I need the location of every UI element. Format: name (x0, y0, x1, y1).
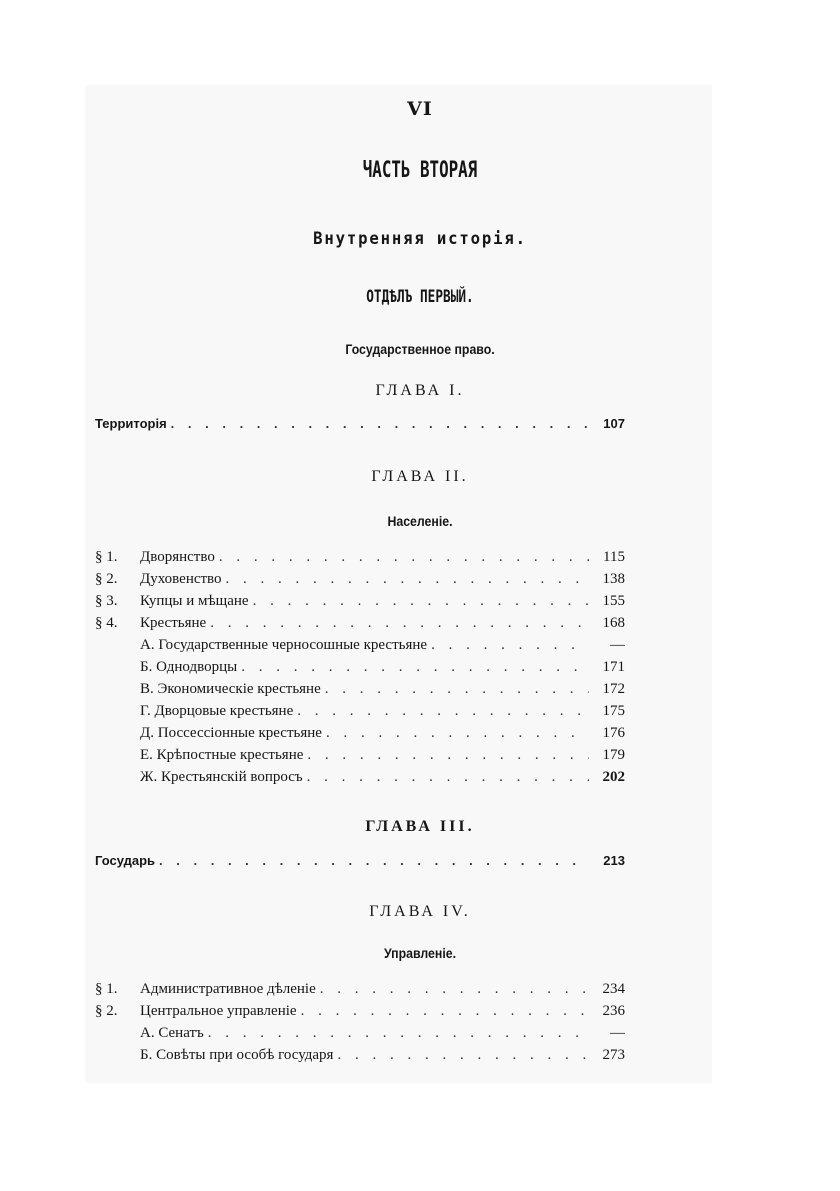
part-subtitle: Внутренняя исторія. (313, 229, 527, 249)
dot-leader (208, 1025, 589, 1042)
toc-entry-page: 155 (602, 593, 625, 609)
toc-entry[interactable] (140, 769, 625, 789)
chapter-4-subtitle: Управленіе. (383, 945, 457, 961)
toc-entry-page: 273 (602, 1047, 625, 1063)
toc-entry-label: А. Сенатъ (140, 1025, 204, 1041)
toc-entry-label: Купцы и мѣщане (140, 593, 249, 609)
toc-entry-label: Административное дѣленіе (140, 981, 316, 997)
toc-entry[interactable] (140, 659, 625, 679)
toc-entry-page: 168 (602, 615, 625, 631)
dot-leader (320, 981, 589, 998)
toc-entry-page: 107 (603, 416, 625, 431)
toc-entry[interactable] (95, 549, 625, 569)
toc-entry-page: 138 (602, 571, 625, 587)
toc-entry[interactable] (140, 637, 625, 657)
dot-leader (171, 416, 589, 431)
toc-entry[interactable] (95, 416, 625, 436)
toc-entry-label: В. Экономическіе крестьяне (140, 681, 321, 697)
toc-entry-page: 234 (602, 981, 625, 997)
toc-entry-label: Б. Совѣты при особѣ государя (140, 1047, 334, 1063)
toc-entry[interactable] (95, 593, 625, 613)
toc-entry-label: Дворянство (140, 549, 215, 565)
toc-entry[interactable] (140, 747, 625, 767)
toc-entry-page: 213 (603, 853, 625, 868)
dot-leader (431, 637, 589, 654)
dot-leader (226, 571, 589, 588)
toc-entry[interactable] (140, 725, 625, 745)
toc-entry-label: Духовенство (140, 571, 222, 587)
toc-entry-page: 176 (602, 725, 625, 741)
part-title: ЧАСТЬ ВТОРАЯ (362, 158, 478, 183)
dot-leader (253, 593, 589, 610)
toc-entry[interactable] (95, 615, 625, 635)
toc-entry-page: 202 (602, 769, 625, 785)
dot-leader (301, 1003, 589, 1020)
chapter-2-heading: ГЛАВА II. (371, 468, 469, 485)
dot-leader (307, 769, 589, 786)
chapter-4-heading: ГЛАВА IV. (369, 903, 471, 920)
toc-entry[interactable] (140, 1047, 625, 1067)
chapter-1-heading: ГЛАВА I. (375, 382, 465, 399)
toc-entry-page: 171 (602, 659, 625, 675)
division-title: ОТДѢЛЪ ПЕРВЫЙ. (366, 287, 474, 307)
toc-entry-number: § 2. (95, 571, 118, 587)
chapter-3-heading: ГЛАВА III. (365, 818, 475, 835)
dot-leader (307, 747, 589, 764)
toc-entry-label: Е. Крѣпостные крестьяне (140, 747, 304, 763)
page-number: VI (407, 98, 433, 120)
dot-leader (325, 681, 589, 698)
toc-entry[interactable] (95, 981, 625, 1001)
toc-entry-page: — (610, 637, 625, 653)
toc-entry-number: § 2. (95, 1003, 118, 1019)
toc-entry[interactable] (140, 681, 625, 701)
toc-entry-number: § 1. (95, 981, 118, 997)
toc-entry-page: 236 (602, 1003, 625, 1019)
dot-leader (219, 549, 589, 566)
toc-entry[interactable] (140, 1025, 625, 1045)
dot-leader (326, 725, 589, 742)
toc-entry-number: § 1. (95, 549, 118, 565)
toc-entry-label: Территорія (95, 416, 167, 431)
toc-entry-page: 172 (602, 681, 625, 697)
dot-leader (210, 615, 589, 632)
toc-entry[interactable] (95, 571, 625, 591)
dot-leader (337, 1047, 589, 1064)
toc-entry-label: Крестьяне (140, 615, 207, 631)
toc-entry-number: § 3. (95, 593, 118, 609)
toc-entry-label: Государь (95, 853, 156, 868)
toc-entry-label: А. Государственные черносошные крестьяне (140, 637, 428, 653)
toc-entry-label: Д. Поссессіонные крестьяне (140, 725, 322, 741)
toc-entry-label: Ж. Крестьянскій вопросъ (140, 769, 303, 785)
dot-leader (297, 703, 589, 720)
chapter-2-subtitle: Населеніе. (387, 513, 453, 529)
toc-entry-page: 175 (602, 703, 625, 719)
toc-entry-page: 179 (602, 747, 625, 763)
toc-entry-page: 115 (603, 549, 625, 565)
toc-entry-number: § 4. (95, 615, 118, 631)
toc-entry[interactable] (95, 1003, 625, 1023)
section-title: Государственное право. (345, 341, 495, 357)
toc-entry-label: Б. Однодворцы (140, 659, 238, 675)
toc-entry-page: — (610, 1025, 625, 1041)
dot-leader (159, 853, 589, 868)
toc-entry-label: Центральное управленіе (140, 1003, 297, 1019)
toc-entry[interactable] (95, 853, 625, 873)
toc-entry-label: Г. Дворцовые крестьяне (140, 703, 294, 719)
dot-leader (241, 659, 589, 676)
toc-entry[interactable] (140, 703, 625, 723)
